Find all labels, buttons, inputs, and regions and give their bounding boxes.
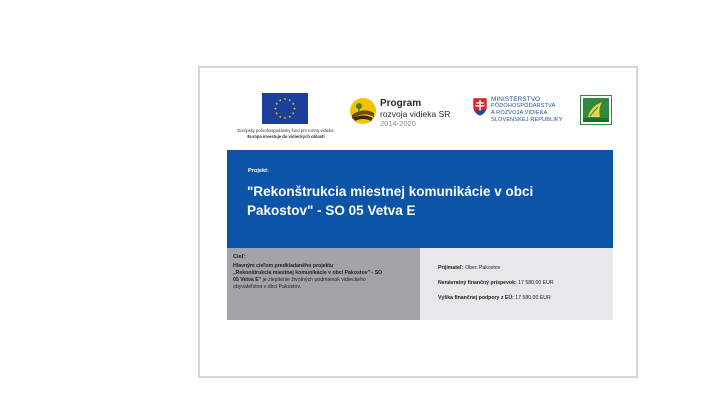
- grant-value: 17 580,00 EUR: [516, 280, 554, 286]
- project-title: "Rekonštrukcia miestnej komunikácie v obci Pakostov" - SO 05 Vetva E: [247, 184, 534, 218]
- recipient-row: [438, 265, 500, 272]
- eu-flag-icon: [262, 93, 308, 124]
- goal-text: [233, 263, 388, 291]
- project-label: Projekt:: [248, 168, 269, 174]
- goal-intro: Hlavným cieľom predkladaného projektu: [233, 263, 334, 269]
- eu-support-label: Výška finančnej podpory z EÚ:: [438, 295, 514, 301]
- eu-fund-caption: Európsky poľnohospodársky fond pre rozvoj vidieka: Európa investuje do vidieckych oblastí: [237, 128, 335, 139]
- program-title: Program rozvoja vidieka SR 2014-2020: [380, 98, 451, 128]
- leader-logo-icon: [580, 95, 612, 125]
- project-poster: [198, 66, 638, 378]
- grant-label: Nenávratný finančný príspevok:: [438, 280, 517, 286]
- eu-support-value: 17 580,00 EUR: [513, 295, 551, 301]
- program-logo-icon: [349, 97, 377, 125]
- recipient-label: Prijímateľ:: [438, 265, 464, 271]
- goal-project-name: „Rekonštrukcia miestnej komunikácie v obci Pakostov" - SO 05 Vetva E": [233, 270, 383, 283]
- eu-support-row: [438, 295, 551, 302]
- goal-label: Cieľ:: [233, 254, 246, 260]
- ministry-name: MINISTERSTVO PÔDOHOSPODÁRSTVA A ROZVOJA VIDIEKA SLOVENSKEJ REPUBLIKY: [491, 96, 563, 123]
- project-banner: [227, 150, 613, 248]
- grant-row: [438, 280, 554, 287]
- goal-description: je zlepšenie životných podmienok vidieckeho obyvateľstva v obci Pakostov.: [233, 277, 366, 290]
- slovak-crest-icon: [472, 97, 488, 117]
- goal-panel: [227, 248, 420, 320]
- recipient-value: Obec Pakostov: [463, 265, 501, 271]
- funding-info-panel: [420, 248, 613, 320]
